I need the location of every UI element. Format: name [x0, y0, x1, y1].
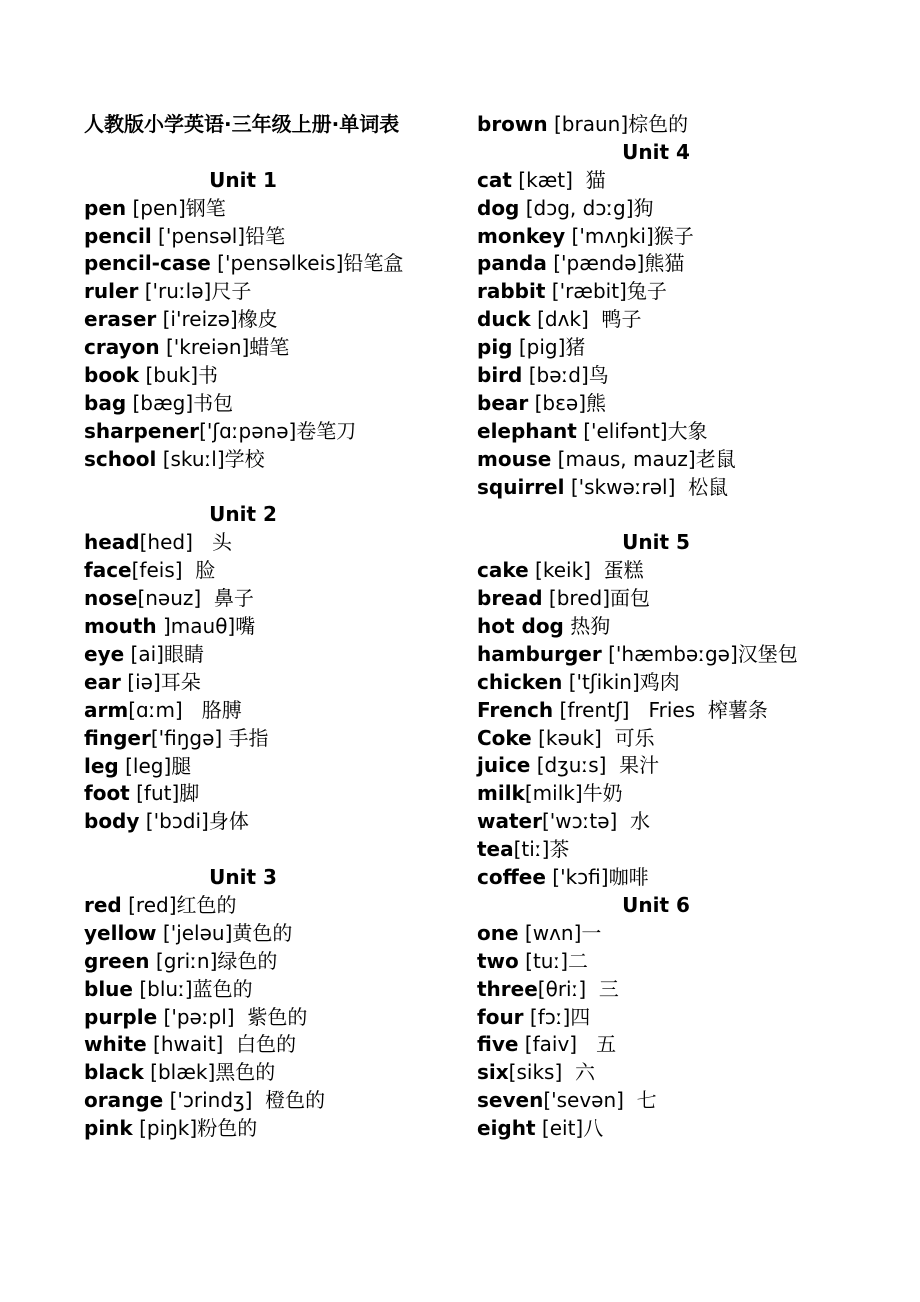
vocab-pronunciation-meaning: [bɛə]熊 — [528, 390, 607, 415]
left-column — [84, 111, 454, 1143]
right-column — [477, 111, 847, 1143]
vocab-entry — [477, 641, 847, 669]
vocab-entry — [477, 418, 847, 446]
vocab-entry — [477, 948, 847, 976]
unit-heading: Unit 4 — [622, 139, 690, 164]
vocab-word: seven — [477, 1088, 544, 1113]
vocab-pronunciation-meaning: [skuːl]学校 — [156, 446, 265, 471]
vocab-entry — [477, 1004, 847, 1032]
vocab-entry — [477, 780, 847, 808]
vocab-pronunciation-meaning: ['ruːlə]尺子 — [138, 279, 252, 304]
vocab-pronunciation-meaning: [tuː]二 — [518, 948, 588, 973]
vocab-entry — [477, 920, 847, 948]
spacer — [84, 836, 454, 864]
vocab-pronunciation-meaning: [kəuk] 可乐 — [531, 725, 655, 750]
vocab-word: rabbit — [477, 279, 546, 304]
vocab-word: book — [84, 363, 140, 388]
vocab-entry — [84, 1087, 454, 1115]
vocab-entry — [477, 557, 847, 585]
vocab-entry — [84, 306, 454, 334]
vocab-pronunciation-meaning: [siks] 六 — [508, 1060, 595, 1085]
vocab-pronunciation-meaning: ['ʃɑːpənə]卷笔刀 — [199, 418, 357, 443]
vocab-entry — [477, 1115, 847, 1143]
vocab-word: eraser — [84, 307, 157, 332]
vocab-entry — [477, 1031, 847, 1059]
vocab-entry — [477, 195, 847, 223]
vocab-entry — [84, 278, 454, 306]
vocab-entry — [477, 390, 847, 418]
vocab-entry — [84, 390, 454, 418]
vocab-word: orange — [84, 1088, 164, 1113]
vocab-word: bag — [84, 390, 127, 415]
vocab-entry — [84, 1031, 454, 1059]
vocab-entry — [477, 725, 847, 753]
vocab-entry — [84, 976, 454, 1004]
vocab-entry — [84, 362, 454, 390]
vocab-pronunciation-meaning: [milk]牛奶 — [524, 781, 623, 806]
vocab-word: ruler — [84, 279, 139, 304]
vocab-pronunciation-meaning: 热狗 — [563, 614, 611, 639]
vocab-pronunciation-meaning: [hwait] 白色的 — [146, 1032, 297, 1057]
unit-heading: Unit 2 — [209, 502, 277, 527]
vocab-word: milk — [477, 781, 525, 806]
vocab-word: water — [477, 809, 542, 834]
vocab-word: finger — [84, 725, 151, 750]
vocab-pronunciation-meaning: [dɔg, dɔːg]狗 — [519, 195, 654, 220]
vocab-word: six — [477, 1060, 509, 1085]
vocab-word: coffee — [477, 865, 546, 890]
vocab-pronunciation-meaning: [bred]面包 — [542, 586, 651, 611]
vocab-entry — [477, 167, 847, 195]
vocab-pronunciation-meaning: [braun]棕色的 — [547, 112, 689, 136]
vocab-word: bear — [477, 390, 529, 415]
vocab-pronunciation-meaning: [eit]八 — [535, 1116, 604, 1141]
vocab-entry — [84, 920, 454, 948]
vocab-word: school — [84, 446, 157, 471]
vocab-entry — [84, 223, 454, 251]
vocab-pronunciation-meaning: [θriː] 三 — [537, 976, 619, 1001]
vocab-entry — [477, 334, 847, 362]
vocab-pronunciation-meaning: [pen]钢笔 — [126, 195, 226, 220]
vocab-pronunciation-meaning: ['pəːpl] 紫色的 — [157, 1004, 308, 1029]
vocab-entry — [477, 669, 847, 697]
vocab-entry — [477, 585, 847, 613]
vocab-word: pig — [477, 335, 513, 360]
vocab-word: juice — [477, 753, 531, 778]
vocab-pronunciation-meaning: ['elifənt]大象 — [576, 418, 708, 443]
vocab-word: cake — [477, 558, 529, 583]
vocab-word: pencil-case — [84, 251, 211, 276]
unit-heading: Unit 6 — [622, 892, 690, 917]
vocab-entry — [477, 474, 847, 502]
vocab-entry — [477, 278, 847, 306]
vocab-entry — [84, 1004, 454, 1032]
vocab-word: eye — [84, 641, 125, 666]
vocab-entry — [84, 948, 454, 976]
page-title: 人教版小学英语·三年级上册·单词表 — [84, 112, 400, 136]
vocab-word: brown — [477, 112, 548, 136]
vocab-pronunciation-meaning: [keik] 蛋糕 — [528, 558, 644, 583]
vocab-entry — [477, 613, 847, 641]
vocab-pronunciation-meaning: ['bɔdi]身体 — [139, 809, 249, 834]
vocab-entry — [84, 669, 454, 697]
vocab-pronunciation-meaning: [faiv] 五 — [518, 1032, 617, 1057]
vocab-entry — [84, 780, 454, 808]
vocab-entry — [477, 1087, 847, 1115]
vocab-word: yellow — [84, 920, 157, 945]
vocab-word: monkey — [477, 223, 566, 248]
vocab-word: French — [477, 697, 554, 722]
vocab-entry — [477, 976, 847, 1004]
vocab-pronunciation-meaning: [nəuz] 鼻子 — [137, 586, 254, 611]
vocab-entry — [477, 306, 847, 334]
vocab-word: two — [477, 948, 519, 973]
vocab-word: foot — [84, 781, 130, 806]
vocab-pronunciation-meaning: [iə]耳朵 — [120, 669, 201, 694]
unit-heading: Unit 5 — [622, 530, 690, 555]
vocab-pronunciation-meaning: [fut]脚 — [129, 781, 200, 806]
vocab-entry — [84, 418, 454, 446]
vocab-word: head — [84, 530, 140, 555]
vocab-entry — [84, 529, 454, 557]
vocab-pronunciation-meaning: [piŋk]粉色的 — [132, 1116, 258, 1141]
vocab-word: bird — [477, 363, 523, 388]
vocab-entry — [477, 752, 847, 780]
vocab-entry — [84, 725, 454, 753]
spacer — [84, 474, 454, 502]
vocab-pronunciation-meaning: [bəːd]鸟 — [522, 363, 609, 388]
vocab-entry — [84, 892, 454, 920]
vocab-entry — [477, 223, 847, 251]
vocab-pronunciation-meaning: ['pensəl]铅笔 — [151, 223, 286, 248]
vocab-word: dog — [477, 195, 520, 220]
vocab-pronunciation-meaning: ['jeləu]黄色的 — [156, 920, 293, 945]
vocab-word: panda — [477, 251, 547, 276]
vocab-word: one — [477, 920, 519, 945]
vocab-pronunciation-meaning: [dʒuːs] 果汁 — [530, 753, 660, 778]
vocab-entry — [84, 1115, 454, 1143]
vocab-pronunciation-meaning: ['pensəlkeis]铅笔盒 — [210, 251, 404, 276]
vocab-word: chicken — [477, 669, 563, 694]
vocab-word: purple — [84, 1004, 158, 1029]
spacer — [84, 139, 454, 167]
vocab-entry — [84, 334, 454, 362]
vocab-word: five — [477, 1032, 519, 1057]
vocab-entry — [84, 557, 454, 585]
vocab-word: body — [84, 809, 140, 834]
vocab-word: blue — [84, 976, 133, 1001]
vocab-entry — [477, 1059, 847, 1087]
vocab-word: squirrel — [477, 474, 565, 499]
vocab-pronunciation-meaning: [tiː]茶 — [513, 837, 570, 862]
vocab-entry — [477, 864, 847, 892]
vocab-entry — [84, 250, 454, 278]
vocab-pronunciation-meaning: ['fiŋgə] 手指 — [150, 725, 269, 750]
vocab-pronunciation-meaning: ]mauθ]嘴 — [156, 614, 256, 639]
vocab-word: pen — [84, 195, 127, 220]
vocab-pronunciation-meaning: [dʌk] 鸭子 — [530, 307, 642, 332]
vocab-pronunciation-meaning: ['ræbit]兔子 — [545, 279, 667, 304]
vocab-word: three — [477, 976, 538, 1001]
vocab-word: red — [84, 892, 122, 917]
vocab-word: sharpener — [84, 418, 200, 443]
vocab-word: eight — [477, 1116, 536, 1141]
vocab-pronunciation-meaning: [frentʃ] Fries 榨薯条 — [553, 697, 768, 722]
vocab-entry — [477, 808, 847, 836]
vocab-word: black — [84, 1060, 144, 1085]
vocab-pronunciation-meaning: ['hæmbəːgə]汉堡包 — [601, 641, 798, 666]
vocab-entry — [477, 250, 847, 278]
vocab-entry — [477, 362, 847, 390]
vocab-word: four — [477, 1004, 524, 1029]
vocab-pronunciation-meaning: ['wɔːtə] 水 — [541, 809, 651, 834]
vocab-word: pencil — [84, 223, 152, 248]
vocab-word: crayon — [84, 335, 160, 360]
vocab-pronunciation-meaning: [ɑːm] 胳膊 — [128, 697, 242, 722]
vocab-pronunciation-meaning: ['pændə]熊猫 — [546, 251, 685, 276]
vocab-pronunciation-meaning: [bæg]书包 — [126, 390, 234, 415]
vocab-pronunciation-meaning: [fɔː]四 — [523, 1004, 591, 1029]
vocab-pronunciation-meaning: ['tʃikin]鸡肉 — [562, 669, 680, 694]
vocab-entry — [84, 753, 454, 781]
vocab-word: green — [84, 948, 150, 973]
unit-heading: Unit 1 — [209, 167, 277, 192]
vocab-entry — [84, 585, 454, 613]
vocab-word: mouth — [84, 614, 157, 639]
vocab-word: leg — [84, 753, 119, 778]
vocab-entry — [477, 697, 847, 725]
spacer — [477, 501, 847, 529]
vocab-pronunciation-meaning: [wʌn]一 — [518, 920, 602, 945]
vocab-pronunciation-meaning: [hed] 头 — [139, 530, 232, 555]
vocab-word: cat — [477, 167, 512, 192]
vocab-pronunciation-meaning: [feis] 脸 — [131, 558, 216, 583]
vocab-pronunciation-meaning: ['sevən] 七 — [543, 1088, 657, 1113]
vocab-pronunciation-meaning: [red]红色的 — [121, 892, 237, 917]
vocab-word: bread — [477, 586, 543, 611]
vocab-entry — [477, 111, 847, 139]
vocab-word: hamburger — [477, 641, 602, 666]
vocab-pronunciation-meaning: [blæk]黑色的 — [143, 1060, 276, 1085]
vocab-pronunciation-meaning: [kæt] 猫 — [511, 167, 606, 192]
vocab-word: nose — [84, 586, 138, 611]
vocab-word: ear — [84, 669, 121, 694]
vocab-pronunciation-meaning: [pig]猪 — [512, 335, 586, 360]
vocab-word: pink — [84, 1116, 133, 1141]
vocab-entry — [477, 446, 847, 474]
vocab-word: elephant — [477, 418, 577, 443]
vocab-pronunciation-meaning: [i'reizə]橡皮 — [156, 307, 278, 332]
vocab-word: tea — [477, 837, 514, 862]
vocab-entry — [84, 446, 454, 474]
vocab-pronunciation-meaning: ['kreiən]蜡笔 — [159, 335, 290, 360]
vocab-pronunciation-meaning: [maus, mauz]老鼠 — [551, 446, 736, 471]
vocab-entry — [84, 641, 454, 669]
vocab-pronunciation-meaning: ['ɔrindʒ] 橙色的 — [163, 1088, 326, 1113]
vocab-pronunciation-meaning: ['kɔfi]咖啡 — [545, 865, 649, 890]
vocab-word: Coke — [477, 725, 532, 750]
vocab-pronunciation-meaning: [bluː]蓝色的 — [132, 976, 253, 1001]
vocab-entry — [84, 697, 454, 725]
vocab-word: arm — [84, 697, 129, 722]
vocab-entry — [84, 195, 454, 223]
vocab-pronunciation-meaning: [leg]腿 — [118, 753, 192, 778]
vocab-pronunciation-meaning: ['skwəːrəl] 松鼠 — [564, 474, 729, 499]
unit-heading: Unit 3 — [209, 865, 277, 890]
vocab-word: face — [84, 558, 132, 583]
vocab-entry — [84, 1059, 454, 1087]
vocab-word: duck — [477, 307, 531, 332]
vocab-word: white — [84, 1032, 147, 1057]
vocab-pronunciation-meaning: ['mʌŋki]猴子 — [565, 223, 694, 248]
vocab-pronunciation-meaning: [griːn]绿色的 — [149, 948, 278, 973]
vocab-entry — [84, 808, 454, 836]
vocab-entry — [477, 836, 847, 864]
vocab-pronunciation-meaning: [ai]眼睛 — [124, 641, 204, 666]
vocab-word: hot dog — [477, 614, 564, 639]
vocab-word: mouse — [477, 446, 552, 471]
vocab-pronunciation-meaning: [buk]书 — [139, 363, 219, 388]
vocab-entry — [84, 613, 454, 641]
